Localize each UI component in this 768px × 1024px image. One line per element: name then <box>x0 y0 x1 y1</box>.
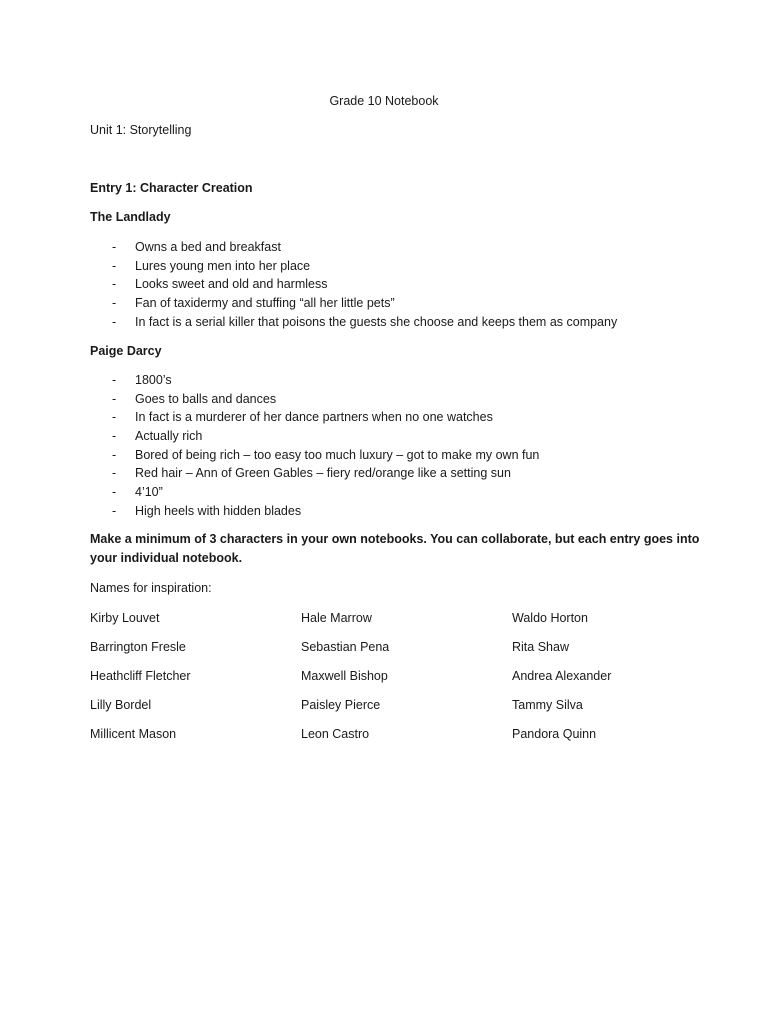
list-item <box>90 257 617 276</box>
list-item <box>90 502 539 521</box>
name-cell: Pandora Quinn <box>512 727 597 741</box>
list-item <box>90 446 539 465</box>
bullet-dash: - <box>112 466 117 481</box>
bullet-dash: - <box>112 485 117 500</box>
entry-heading: Entry 1: Character Creation <box>90 181 253 195</box>
bullet-dash: - <box>112 314 117 329</box>
list-item <box>90 371 539 390</box>
names-row <box>90 639 730 668</box>
bullet-dash: - <box>112 447 117 462</box>
list-item <box>90 483 539 502</box>
names-row <box>90 726 730 755</box>
names-intro: Names for inspiration: <box>90 581 212 595</box>
paige-trait-list <box>90 371 539 521</box>
trait-text: Bored of being rich – too easy too much luxury – got to make my own fun <box>135 447 540 462</box>
name-cell: Millicent Mason <box>90 727 177 741</box>
bullet-dash: - <box>112 391 117 406</box>
list-item <box>90 313 617 332</box>
trait-text: Lures young men into her place <box>135 258 311 273</box>
name-cell: Barrington Fresle <box>90 640 186 654</box>
instruction-line-2: your individual notebook. <box>90 551 243 565</box>
name-cell: Andrea Alexander <box>512 669 612 683</box>
trait-text: Actually rich <box>135 429 203 444</box>
bullet-dash: - <box>112 296 117 311</box>
trait-text: In fact is a serial killer that poisons the guests she choose and keeps them as company <box>135 314 618 329</box>
list-item <box>90 427 539 446</box>
trait-text: Fan of taxidermy and stuffing “all her little pets” <box>135 296 395 311</box>
names-grid <box>90 610 730 755</box>
list-item <box>90 390 539 409</box>
trait-text: High heels with hidden blades <box>135 503 302 518</box>
names-row <box>90 668 730 697</box>
instruction-line-1: Make a minimum of 3 characters in your own notebooks. You can collaborate, but each entry goes into <box>90 532 700 546</box>
character-name-paige: Paige Darcy <box>90 344 162 358</box>
name-cell: Paisley Pierce <box>301 698 381 712</box>
character-name-landlady: The Landlady <box>90 210 171 224</box>
bullet-dash: - <box>112 240 117 254</box>
trait-text: Looks sweet and old and harmless <box>135 277 328 292</box>
trait-text: Goes to balls and dances <box>135 391 277 406</box>
bullet-dash: - <box>112 277 117 292</box>
name-cell: Heathcliff Fletcher <box>90 669 191 683</box>
name-cell: Waldo Horton <box>512 611 588 625</box>
list-item <box>90 464 539 483</box>
name-cell: Kirby Louvet <box>90 611 160 625</box>
trait-text: In fact is a murderer of her dance partners when no one watches <box>135 410 493 425</box>
trait-text: 1800’s <box>135 373 172 387</box>
list-item <box>90 238 617 257</box>
name-cell: Lilly Bordel <box>90 698 152 712</box>
name-cell: Leon Castro <box>301 727 370 741</box>
name-cell: Maxwell Bishop <box>301 669 388 683</box>
list-item <box>90 275 617 294</box>
trait-text: Owns a bed and breakfast <box>135 240 281 254</box>
trait-text: Red hair – Ann of Green Gables – fiery red/orange like a setting sun <box>135 466 511 481</box>
names-row <box>90 610 730 639</box>
bullet-dash: - <box>112 373 117 387</box>
name-cell: Hale Marrow <box>301 611 372 625</box>
name-cell: Rita Shaw <box>512 640 569 654</box>
landlady-trait-list <box>90 238 617 331</box>
name-cell: Sebastian Pena <box>301 640 390 654</box>
names-row <box>90 697 730 726</box>
bullet-dash: - <box>112 258 117 273</box>
bullet-dash: - <box>112 410 117 425</box>
bullet-dash: - <box>112 503 117 518</box>
list-item <box>90 294 617 313</box>
document-title: Grade 10 Notebook <box>329 94 439 108</box>
name-cell: Tammy Silva <box>512 698 583 712</box>
list-item <box>90 408 539 427</box>
unit-heading: Unit 1: Storytelling <box>90 123 192 137</box>
trait-text: 4’10” <box>135 485 163 500</box>
bullet-dash: - <box>112 429 117 444</box>
